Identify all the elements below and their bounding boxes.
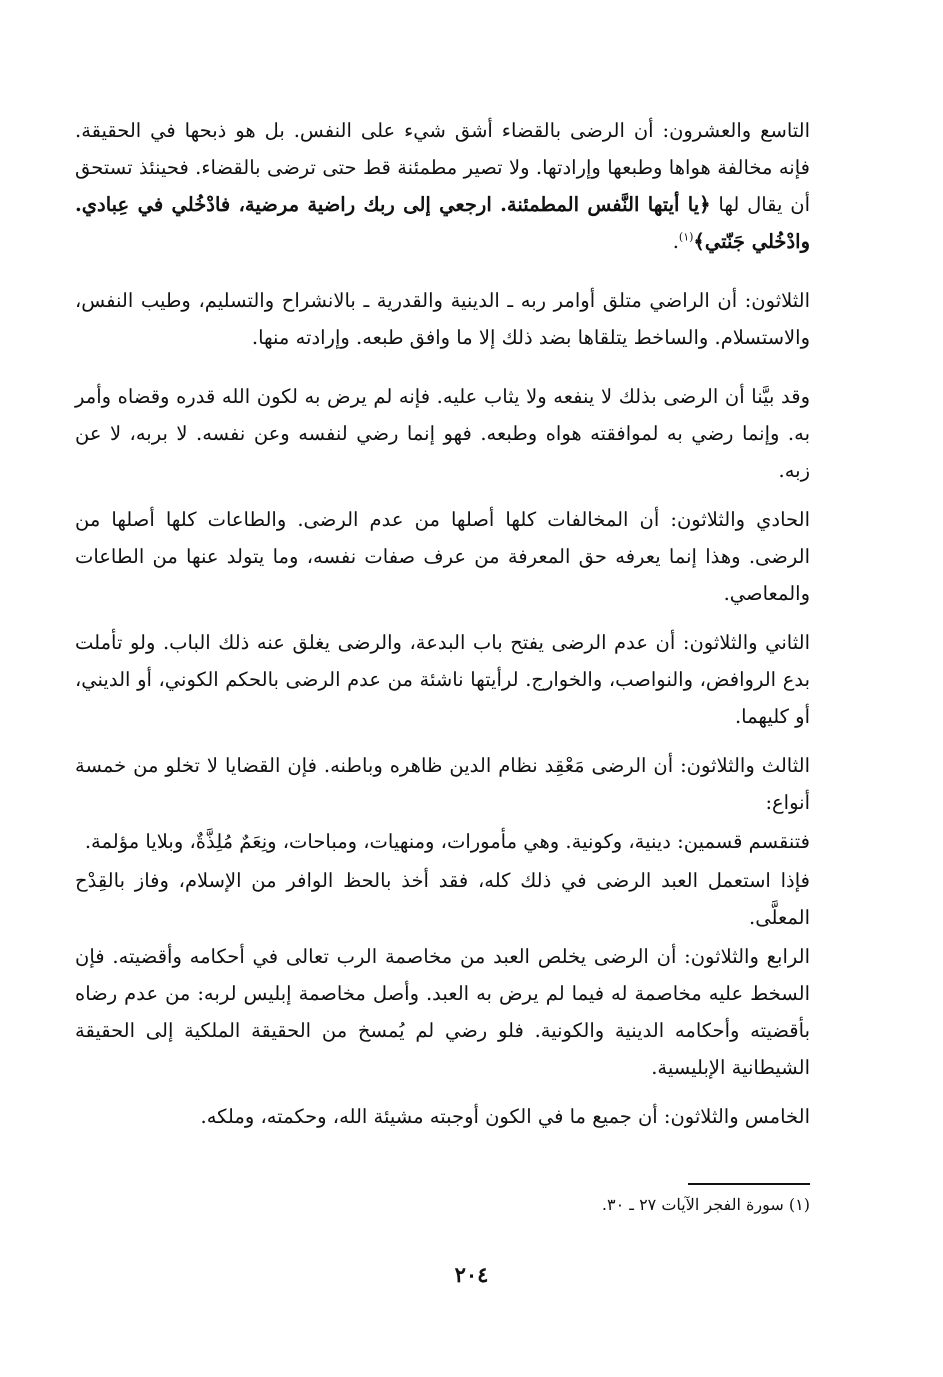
paragraph-29-end: . <box>672 230 679 253</box>
paragraph-34: الرابع والثلاثون: أن الرضى يخلص العبد من مخاصمة الرب تعالى في أحكامه وأقضيته. فإن السخط عليه مخاصمة له فيما لم يرض به العبد. وأصل مخاصمة إبليس لربه: من عدم رضاه بأقضيته وأحكامه الدينية والكونية. فلو رضي لم يُمسخ من الحقيقة الملكية إلى الحقيقة الشيطانية الإبليسية. <box>75 945 810 1079</box>
paragraph-29-text: التاسع والعشرون: أن الرضى بالقضاء أشق شيء على النفس. بل هو ذبحها في الحقيقة. فإنه مخالفة هواها وطبعها وإرادتها. ولا تصير مطمئنة قط حتى ترضى بالقضاء. فحينئذ تستحق أن يقال لها <box>75 119 810 216</box>
paragraph-33-types: فتنقسم قسمين: دينية، وكونية. وهي مأمورات، ومنهيات، ومباحات، ونِعَمٌ مُلِذَّةٌ، وبلايا مؤلمة. <box>84 830 810 853</box>
paragraph-30: الثلاثون: أن الراضي متلق أوامر ربه ـ الدينية والقدرية ـ بالانشراح والتسليم، وطيب النفس، والاستسلام. والساخط يتلقاها بضد ذلك إلا ما وافق طبعه. وإرادته منها. <box>75 289 810 349</box>
footnote: (١) سورة الفجر الآيات ٢٧ ـ ٣٠. <box>601 1195 810 1214</box>
quran-quote: ﴿يا أيتها النَّفس المطمئنة. ارجعي إلى ربك راضية مرضية، فادْخُلي في عِبادي. وادْخُلي جَنّتي﴾ <box>75 193 810 253</box>
paragraph-32: الثاني والثلاثون: أن عدم الرضى يفتح باب البدعة، والرضى يغلق عنه ذلك الباب. ولو تأملت بدع الروافض، والنواصب، والخوارج. لرأيتها ناشئة من عدم الرضى بالحكم الكوني، أو الديني، أو كليهما. <box>75 631 810 728</box>
paragraph-29 <box>75 112 810 260</box>
paragraph-35: الخامس والثلاثون: أن جميع ما في الكون أوجبته مشيئة الله، وحكمته، وملكه. <box>200 1105 810 1128</box>
footnote-divider <box>688 1183 810 1185</box>
paragraph-33-conclusion: فإذا استعمل العبد الرضى في ذلك كله، فقد أخذ بالحظ الوافر من الإسلام، وفاز بالقِدْح المعلَّى. <box>75 869 810 929</box>
paragraph-31: الحادي والثلاثون: أن المخالفات كلها أصلها من عدم الرضى. والطاعات كلها أصلها من الرضى. وهذا إنما يعرفه حق المعرفة من عرف صفات نفسه، وما يتولد عنها من الطاعات والمعاصي. <box>75 508 810 605</box>
paragraph-33: الثالث والثلاثون: أن الرضى مَعْقِد نظام الدين ظاهره وباطنه. فإن القضايا لا تخلو من خمسة أنواع: <box>75 754 810 814</box>
footnote-reference[interactable]: (١) <box>678 230 694 244</box>
page-number: ٢٠٤ <box>454 1262 489 1287</box>
paragraph-30-continuation: وقد بيَّنا أن الرضى بذلك لا ينفعه ولا يثاب عليه. فإنه لم يرض به لكون الله قدره وقضاه وأمر به. وإنما رضي به لموافقته هواه وطبعه. فهو إنما رضي لنفسه وعن نفسه. لا بربه، لا عن زبه. <box>75 385 810 482</box>
